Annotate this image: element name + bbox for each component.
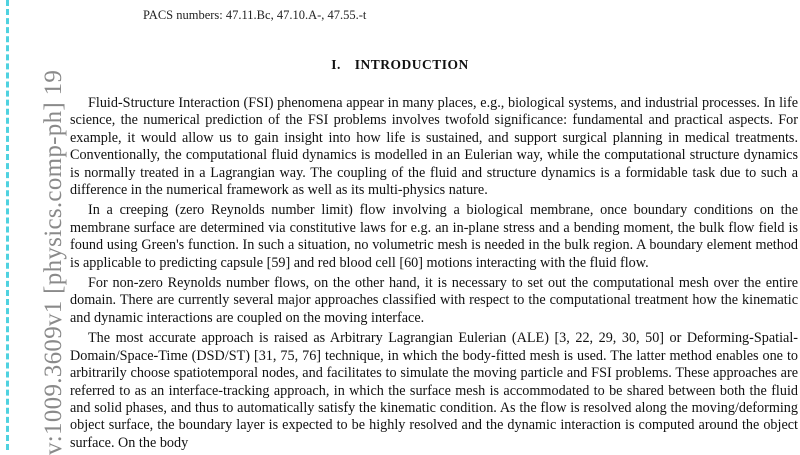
paragraph: The most accurate approach is raised as Arbitrary Lagrangian Eulerian (ALE) [3, 22, 29, 30, 50] or Deforming-Spatial-Domain/Space-Time (DSD/ST) [31, 75, 76] technique, in which the body-fitted mesh is used. The latter method enables one to arbitrarily choose spatiotemporal nodes, and facilitates to simulate the moving particle and FSI problems. These approaches are referred to as an interface-tracking approach, in which the surface mesh is accommodated to be shared between both the fluid and solid phases, and thus to automatically satisfy the kinematic condition. As the flow is resolved along the moving/deforming object surface, the boundary layer is expected to be highly resolved and the dynamic interaction is computed around the object surface. On the body xyxy=(70,330,798,451)
section-heading xyxy=(0,57,800,73)
paragraph: In a creeping (zero Reynolds number limit) flow involving a biological membrane, once boundary conditions on the membrane surface are determined via constitutive laws for e.g. an in-plane stress and a bending moment, the bulk flow field is found using Green's function. In such a situation, no volumetric mesh is needed in the bulk region. A boundary element method is applicable to predicting capsule [59] and red blood cell [60] motions interacting with the fluid flow. xyxy=(70,202,798,271)
paragraph: Fluid-Structure Interaction (FSI) phenomena appear in many places, e.g., biological systems, and industrial processes. In life science, the numerical prediction of the FSI problems involves twofold significance: fundamental and practical aspects. For example, it would allow us to gain insight into how life is sustained, and support surgical planning in medical treatments. Conventionally, the computational fluid dynamics is modelled in an Eulerian way, while the computational structure dynamics is normally treated in a Lagrangian way. The coupling of the fluid and structure dynamics is a formidable task due to such a difference in the numerical framework as well as its multi-physics nature. xyxy=(70,95,798,199)
section-number: I. xyxy=(331,57,341,72)
paragraph: For non-zero Reynolds number flows, on the other hand, it is necessary to set out the computational mesh over the entire domain. There are currently several major approaches classified with respect to the computational treatment how the kinematic and dynamic interactions are coupled on the moving interface. xyxy=(70,275,798,326)
section-title: INTRODUCTION xyxy=(354,57,469,72)
pacs-numbers: PACS numbers: 47.11.Bc, 47.10.A-, 47.55.-t xyxy=(143,8,367,22)
body-text xyxy=(70,95,798,455)
arxiv-identifier: v:1009.3609v1 [physics.comp-ph] 19 xyxy=(40,69,67,455)
